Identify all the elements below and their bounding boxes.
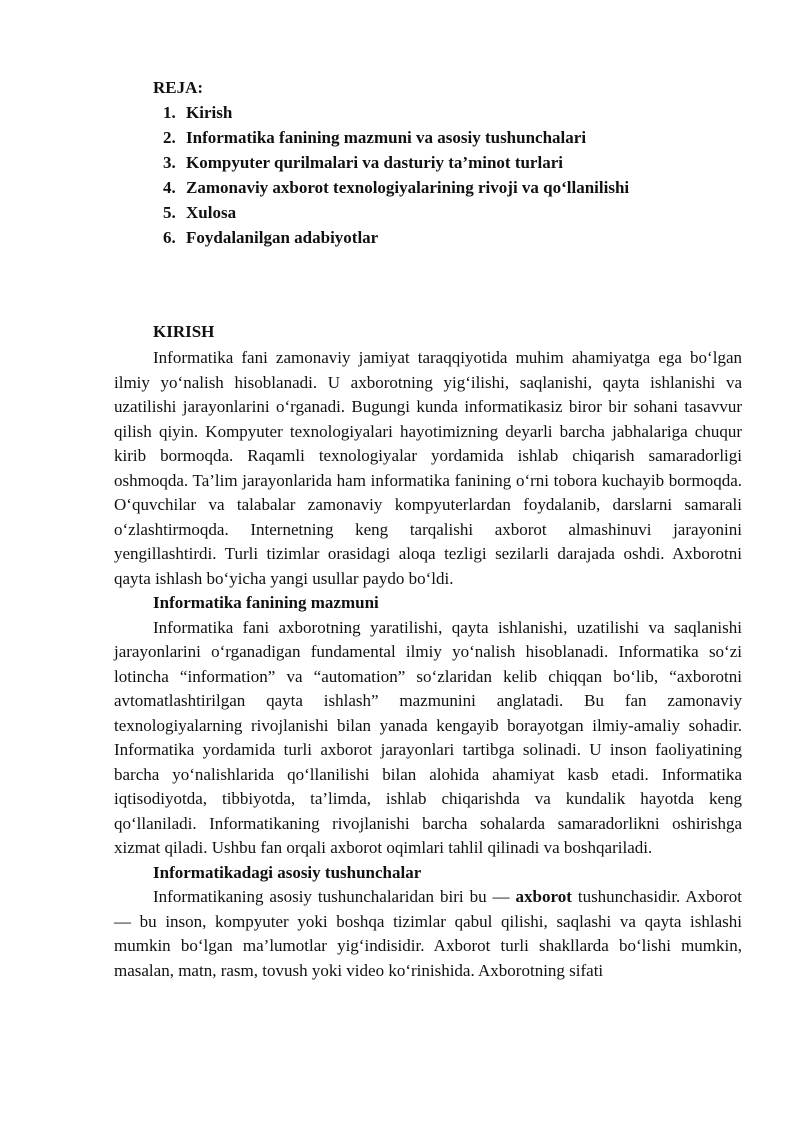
plan-item: [163, 175, 629, 200]
concepts-paragraph: [114, 885, 742, 983]
plan-item-text: Xulosa: [186, 203, 237, 222]
plan-item: [163, 100, 629, 125]
plan-item-number: 2.: [163, 128, 176, 147]
concepts-text-start: Informatikaning asosiy tushunchalaridan biri bu —: [153, 887, 516, 906]
concepts-text-end: tushunchasidir. Axborot — bu inson, kompyuter yoki boshqa tizimlar qabul qilishi, saqlashi va qayta ishlashi mumkin bo‘lgan ma’lumotlar yig‘indisidir. Axborot turli shakllarda bo‘lishi mumkin, masalan, matn, rasm, tovush yoki video ko‘rinishida. Axborotning sifati: [114, 887, 742, 980]
section-heading-content: Informatika fanining mazmuni: [153, 593, 379, 612]
plan-item-number: 5.: [163, 203, 176, 222]
plan-item-number: 4.: [163, 178, 176, 197]
plan-item: [163, 225, 629, 250]
plan-item-text: Kompyuter qurilmalari va dasturiy ta’minot turlari: [186, 153, 563, 172]
plan-item-text: Zamonaviy axborot texnologiyalarining rivoji va qo‘llanilishi: [186, 178, 630, 197]
plan-item: [163, 125, 629, 150]
plan-item-number: 6.: [163, 228, 176, 247]
plan-item-text: Informatika fanining mazmuni va asosiy tushunchalari: [186, 128, 587, 147]
concepts-bold-term: axborot: [515, 887, 572, 906]
section-heading-concepts: Informatikadagi asosiy tushunchalar: [153, 862, 422, 882]
plan-list: [163, 100, 629, 250]
intro-paragraph: Informatika fani zamonaviy jamiyat taraqqiyotida muhim ahamiyatga ega bo‘lgan ilmiy yo‘nalish hisoblanadi. U axborotning yig‘ilishi, saqlanishi, qayta ishlanishi va uzatilishi jarayonlarini o‘rganadi. Bugungi kunda informatikasiz biror bir sohani tasavvur qilish qiyin. Kompyuter texnologiyalari hayotimizning deyarli barcha jabhalariga chuqur kirib bormoqda. Raqamli texnologiyalar yordamida ishlab chiqarish samaradorligi oshmoqda. Ta’lim jarayonlarida ham informatika fanining o‘rni tobora kuchayib bormoqda. O‘quvchilar va talabalar zamonaviy kompyuterlardan foydalanib, darslarni samarali o‘zlashtirmoqda. Internetning keng tarqalishi axborot almashinuvi jarayonini yengillashtirdi. Turli tizimlar orasidagi aloqa tezligi sezilarli darajada oshdi. Axborotni qayta ishlash bo‘yicha yangi usullar paydo bo‘ldi.: [114, 348, 742, 588]
plan-item: [163, 200, 629, 225]
plan-item: [163, 150, 629, 175]
plan-item-text: Foydalanilgan adabiyotlar: [186, 228, 379, 247]
plan-item-number: 1.: [163, 103, 176, 122]
plan-item-number: 3.: [163, 153, 176, 172]
body-text: [114, 346, 742, 983]
plan-title: REJA:: [153, 78, 204, 97]
plan-item-text: Kirish: [186, 103, 233, 122]
intro-heading: KIRISH: [153, 322, 215, 341]
content-paragraph: Informatika fani axborotning yaratilishi, qayta ishlanishi, uzatilishi va saqlanishi jarayonlarini o‘rganadigan fundamental ilmiy yo‘nalish hisoblanadi. Informatika so‘zi lotincha “information” va “automation” so‘zlaridan kelib chiqqan bo‘lib, “axborotni avtomatlashtirilgan qayta ishlash” mazmunini anglatadi. Bu fan zamonaviy texnologiyalarning rivojlanishi bilan yanada kengayib borayotgan ilmiy-amaliy sohadir. Informatika yordamida turli axborot jarayonlari tartibga solinadi. U inson faoliyatining barcha yo‘nalishlarida qo‘llanilishi bilan alohida ahamiyat kasb etadi. Informatika iqtisodiyotda, tibbiyotda, ta’limda, ishlab chiqarishda va kundalik hayotda keng qo‘llaniladi. Informatikaning rivojlanishi barcha sohalarda samaradorlikni oshirishga xizmat qiladi. Ushbu fan orqali axborot oqimlari tahlil qilinadi va boshqariladi.: [114, 617, 742, 857]
